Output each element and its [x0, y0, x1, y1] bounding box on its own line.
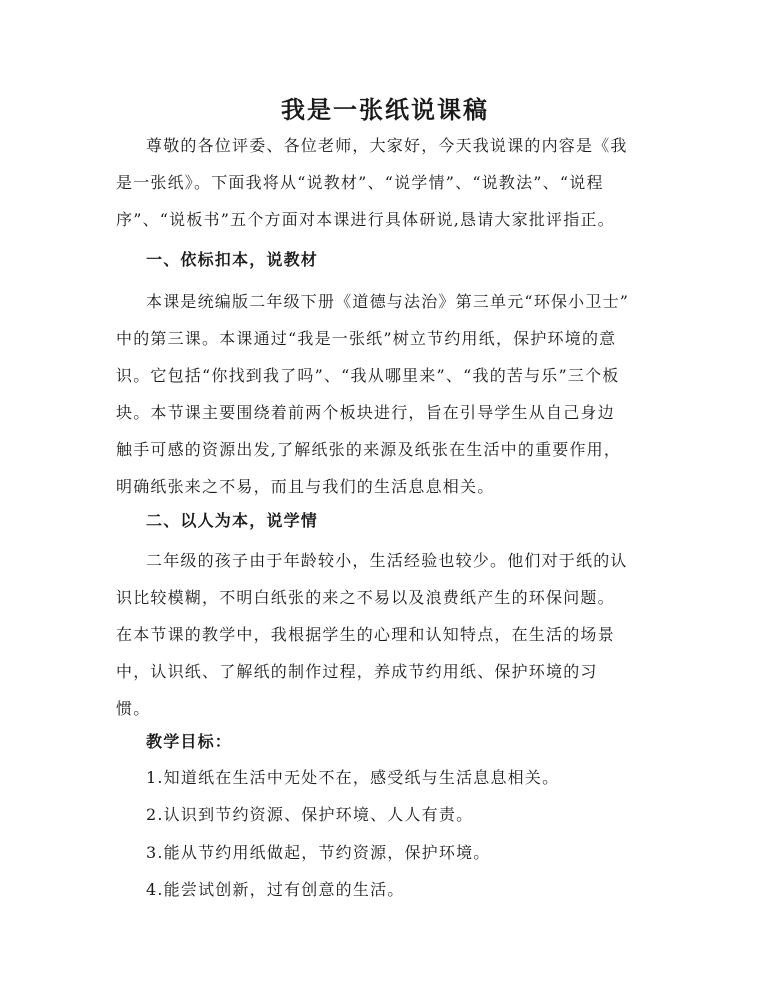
intro-line: 序”、“说板书”五个方面对本课进行具体研说,恳请大家批评指正。 [116, 210, 615, 229]
section2-line: 中，认识纸、了解纸的制作过程，养成节约用纸、保护环境的习 [116, 662, 598, 681]
goal-item: 3.能从节约用纸做起，节约资源，保护环境。 [146, 843, 491, 862]
section2-line: 惯。 [116, 699, 151, 718]
section1-paragraph [116, 283, 656, 505]
section2-line: 二年级的孩子由于年龄较小，生活经验也较少。他们对于纸的认 [146, 551, 628, 570]
section2-paragraph [116, 542, 656, 727]
section1-line: 识。它包括“你找到我了吗”、“我从哪里来”、“我的苦与乐”三个板 [116, 366, 620, 385]
goal-item: 4.能尝试创新，过有创意的生活。 [146, 880, 405, 899]
section1-line: 本课是统编版二年级下册《道德与法治》第三单元“环保小卫士” [146, 292, 630, 311]
section2-line: 识比较模糊，不明白纸张的来之不易以及浪费纸产生的环保问题。 [116, 588, 615, 607]
goal-item: 1.知道纸在生活中无处不在，感受纸与生活息息相关。 [146, 768, 560, 787]
goal-item: 2.认识到节约资源、保护环境、人人有责。 [146, 805, 474, 824]
section1-line: 明确纸张来之不易，而且与我们的生活息息相关。 [116, 477, 495, 496]
section1-heading: 一、依标扣本，说教材 [146, 250, 319, 269]
document-title: 我是一张纸说课稿 [281, 95, 489, 124]
section1-line: 触手可感的资源出发,了解纸张的来源及纸张在生活中的重要作用， [116, 440, 622, 459]
intro-line: 是一张纸》。下面我将从“说教材”、“说学情”、“说教法”、“说程 [116, 173, 604, 192]
section2-line: 在本节课的教学中，我根据学生的心理和认知特点，在生活的场景 [116, 625, 615, 644]
section1-line: 中的第三课。本课通过“我是一张纸”树立节约用纸，保护环境的意 [116, 329, 617, 348]
intro-line: 尊敬的各位评委、各位老师，大家好，今天我说课的内容是《我 [146, 136, 628, 155]
goals-heading: 教学目标： [146, 732, 233, 751]
section1-line: 块。本节课主要围绕着前两个板块进行，旨在引导学生从自己身边 [116, 403, 615, 422]
section2-heading: 二、以人为本，说学情 [146, 511, 319, 530]
intro-paragraph [116, 127, 656, 238]
